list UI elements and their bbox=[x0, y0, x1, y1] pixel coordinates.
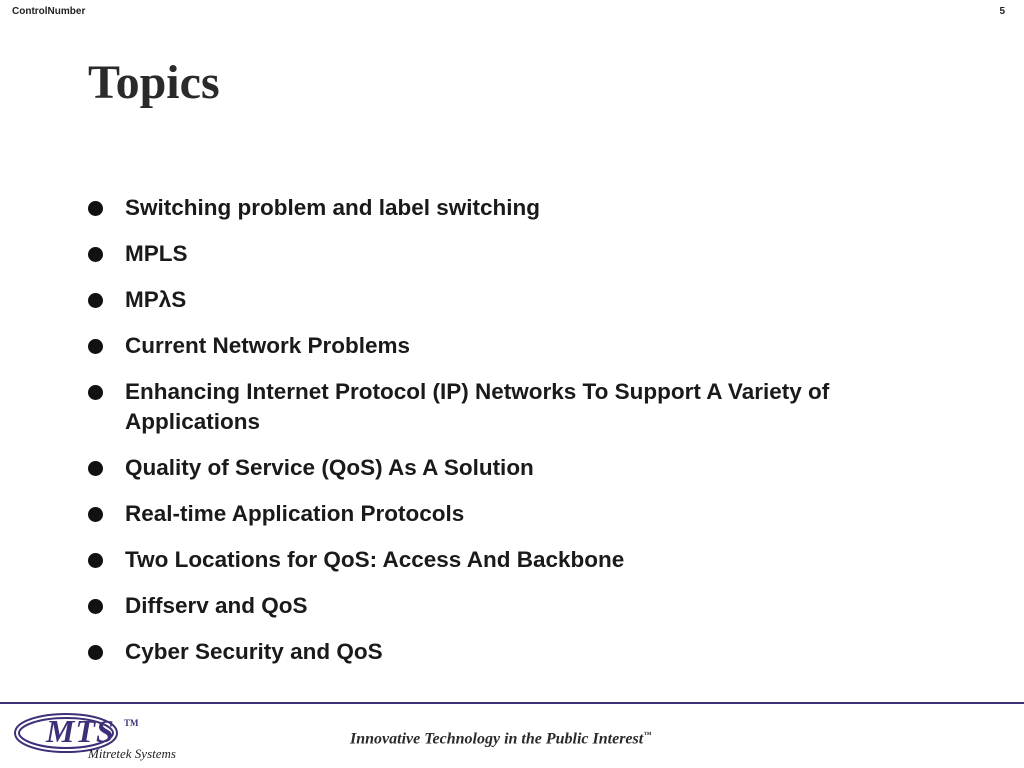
tagline-text: Innovative Technology in the Public Interest bbox=[350, 730, 644, 748]
list-item bbox=[88, 637, 948, 667]
bullet-icon bbox=[88, 461, 103, 476]
list-item bbox=[88, 545, 948, 575]
list-item-text: Diffserv and QoS bbox=[125, 593, 308, 618]
logo-trademark: TM bbox=[124, 718, 139, 728]
list-item-text: Enhancing Internet Protocol (IP) Networks To Support A Variety of Applications bbox=[125, 379, 830, 434]
list-item-text: MPLS bbox=[125, 241, 188, 266]
list-item bbox=[88, 285, 948, 315]
footer-divider bbox=[0, 702, 1024, 704]
list-item bbox=[88, 193, 948, 223]
list-item-text: Switching problem and label switching bbox=[125, 195, 541, 220]
footer-tagline bbox=[350, 730, 651, 748]
page-number: 5 bbox=[999, 6, 1005, 17]
list-item bbox=[88, 377, 948, 437]
list-item bbox=[88, 499, 948, 529]
bullet-icon bbox=[88, 339, 103, 354]
list-item-text: Quality of Service (QoS) As A Solution bbox=[125, 455, 534, 480]
mts-logo bbox=[14, 711, 176, 761]
bullet-icon bbox=[88, 293, 103, 308]
list-item-text: Current Network Problems bbox=[125, 333, 411, 358]
list-item bbox=[88, 591, 948, 621]
list-item-text: MPλS bbox=[125, 287, 187, 312]
list-item-text: Cyber Security and QoS bbox=[125, 639, 383, 664]
topic-list bbox=[88, 193, 948, 683]
list-item bbox=[88, 453, 948, 483]
list-item-text: Two Locations for QoS: Access And Backbone bbox=[125, 547, 625, 572]
slide-title: Topics bbox=[88, 56, 220, 109]
bullet-icon bbox=[88, 645, 103, 660]
tagline-trademark: ™ bbox=[643, 730, 652, 739]
bullet-icon bbox=[88, 247, 103, 262]
control-number-label: ControlNumber bbox=[12, 6, 86, 17]
bullet-icon bbox=[88, 201, 103, 216]
list-item bbox=[88, 331, 948, 361]
logo-subtitle: Mitretek Systems bbox=[88, 746, 176, 761]
list-item-text: Real-time Application Protocols bbox=[125, 501, 465, 526]
bullet-icon bbox=[88, 553, 103, 568]
bullet-icon bbox=[88, 507, 103, 522]
logo-wordmark: MTS bbox=[46, 713, 115, 749]
list-item bbox=[88, 239, 948, 269]
bullet-icon bbox=[88, 385, 103, 400]
bullet-icon bbox=[88, 599, 103, 614]
